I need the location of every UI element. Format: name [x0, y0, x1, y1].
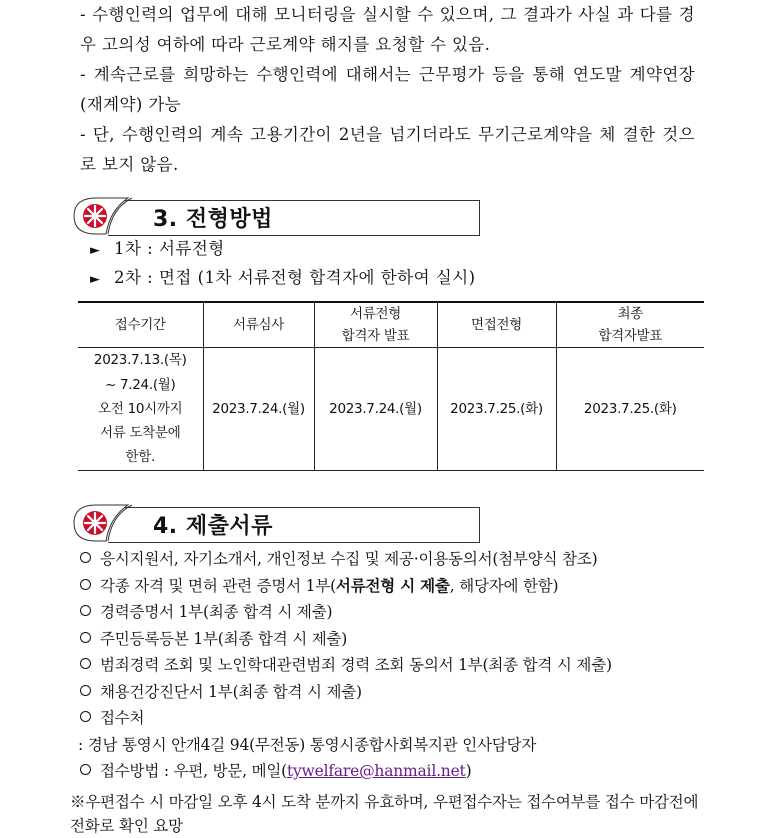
- period-line: 오전 10시까지: [98, 400, 183, 417]
- address-line: : 경남 통영시 안개4길 94(무전동) 통영시종합사회복지관 인사담당자: [78, 735, 537, 754]
- documents-list: [80, 546, 710, 785]
- email-link[interactable]: tywelfare@hanmail.net: [286, 762, 466, 780]
- header-interview: 면접전형: [437, 302, 556, 348]
- stage-1-text: 1차 : 서류전형: [114, 239, 225, 258]
- circle-bullet-icon: [80, 552, 91, 563]
- caritas-emblem-icon: [70, 196, 134, 236]
- list-item: 주민등록등본 1부(최종 합격 시 제출): [80, 626, 710, 653]
- cell-doc-result: 2023.7.24.(월): [314, 348, 437, 471]
- table-row: [78, 348, 704, 471]
- list-item: 범죄경력 조회 및 노인학대관련범죄 경력 조회 동의서 1부(최종 합격 시 제출): [80, 652, 710, 679]
- list-item: 경력증명서 1부(최종 합격 시 제출): [80, 599, 710, 626]
- list-item: 응시지원서, 자기소개서, 개인정보 수집 및 제공·이용동의서(첨부양식 참조): [80, 546, 710, 573]
- cert-emphasis: 서류전형 시 제출: [335, 575, 450, 595]
- triangle-right-icon: ►: [90, 243, 101, 258]
- list-item: 채용건강진단서 1부(최종 합격 시 제출): [80, 679, 710, 706]
- cell-interview: 2023.7.25.(화): [437, 348, 556, 471]
- header-doc-review: 서류심사: [203, 302, 314, 348]
- postal-note: ※우편접수 시 마감일 오후 4시 도착 분까지 유효하며, 우편접수자는 접수여부를 접수 마감전에 전화로 확인 요망: [70, 793, 699, 835]
- intro-monitoring-text: - 수행인력의 업무에 대해 모니터링을 실시할 수 있으며, 그 결과가 사실 과 다를 경우 고의성 여하에 따라 근로계약 해지를 요청할 수 있음.: [80, 5, 695, 54]
- period-line: 서류 도착분에: [100, 425, 181, 442]
- header-final: 최종 합격자발표: [556, 302, 704, 348]
- circle-bullet-icon: [80, 685, 91, 696]
- stage-2-text: 2차 : 면접 (1차 서류전형 합격자에 한하여 실시): [114, 268, 476, 287]
- circle-bullet-icon: [80, 605, 91, 616]
- circle-bullet-icon: [80, 632, 91, 643]
- intro-term-text: - 단, 수행인력의 계속 고용기간이 2년을 넘기더라도 무기근로계약을 체 결한 것으로 보지 않음.: [80, 125, 695, 174]
- cell-doc-review: 2023.7.24.(월): [203, 348, 314, 471]
- caritas-emblem-icon: [70, 503, 134, 543]
- cell-final: 2023.7.25.(화): [556, 348, 704, 471]
- intro-contract-extension-text: - 계속근로를 희망하는 수행인력에 대해서는 근무평가 등을 통해 연도말 계약연장(재계약) 가능: [80, 65, 695, 114]
- stage-2-line: [90, 266, 476, 292]
- section-4-title: 4. 제출서류: [153, 514, 273, 539]
- list-item: 접수처: [80, 705, 710, 732]
- table-header-row: [78, 302, 704, 348]
- schedule-table: [78, 301, 704, 471]
- section-3-header: [70, 196, 480, 236]
- circle-bullet-icon: [80, 579, 91, 590]
- period-line: 한함.: [125, 449, 155, 466]
- period-line: 2023.7.13.(목): [93, 352, 187, 369]
- header-period: 접수기간: [78, 302, 203, 348]
- circle-bullet-icon: [80, 711, 91, 722]
- period-line: ~ 7.24.(월): [104, 376, 176, 393]
- section-4-header: [70, 503, 480, 543]
- triangle-right-icon: ►: [90, 272, 101, 287]
- section-3-title: 3. 전형방법: [153, 207, 273, 232]
- stage-1-line: [90, 237, 225, 263]
- header-doc-result: 서류전형 합격자 발표: [314, 302, 437, 348]
- circle-bullet-icon: [80, 764, 91, 775]
- list-item: 각종 자격 및 면허 관련 증명서 1부(서류전형 시 제출, 해당자에 한함): [80, 573, 710, 600]
- circle-bullet-icon: [80, 658, 91, 669]
- list-item: 접수방법 : 우편, 방문, 메일(tywelfare@hanmail.net): [80, 758, 710, 785]
- cell-period: [78, 348, 203, 471]
